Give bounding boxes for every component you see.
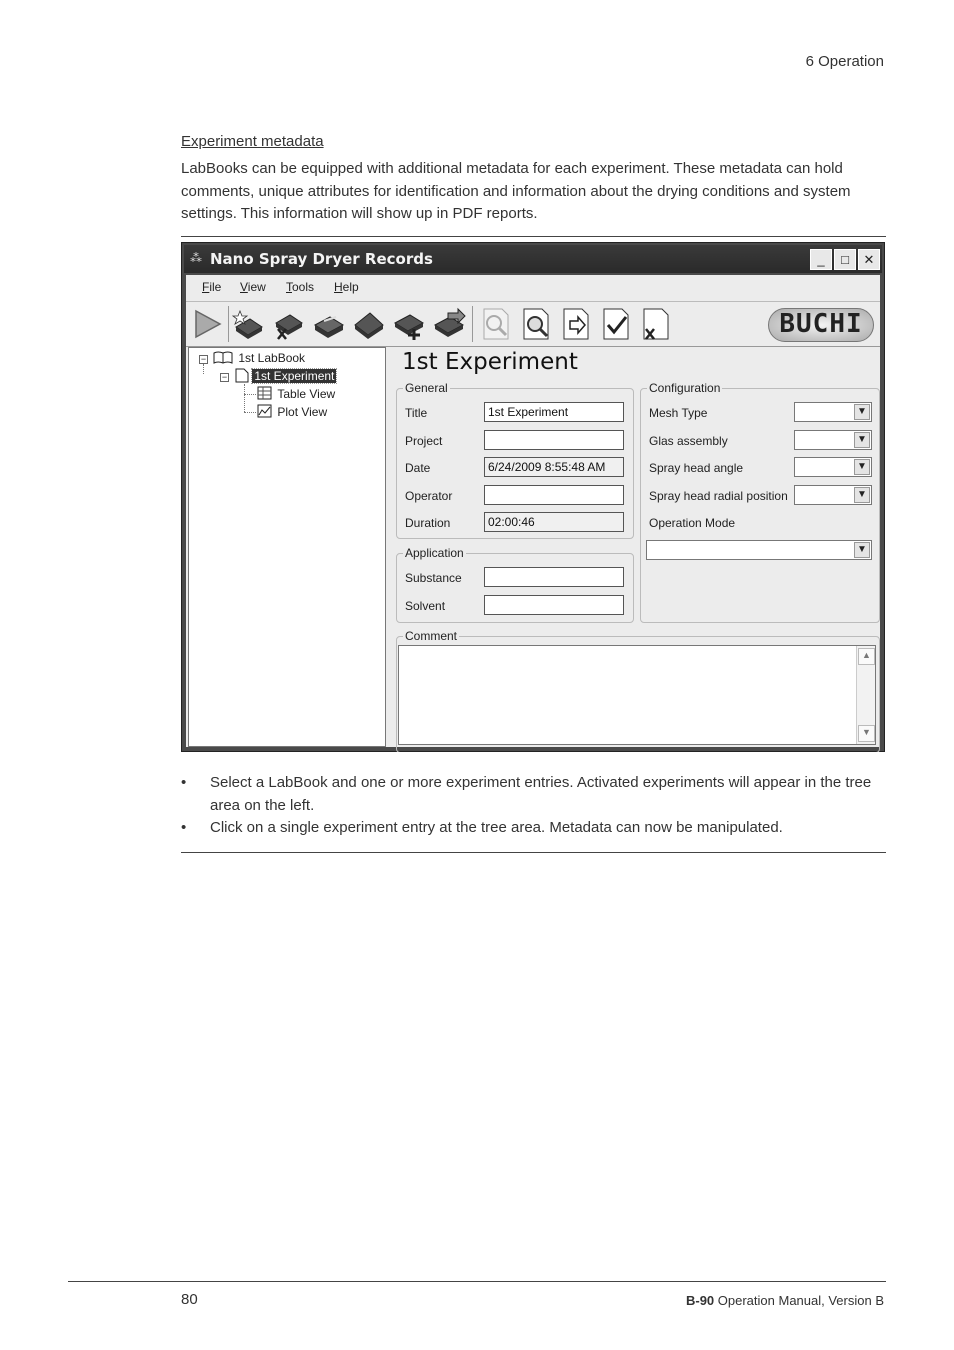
chart-icon [257, 404, 272, 418]
chevron-down-icon[interactable]: ▼ [854, 542, 870, 558]
bottom-divider [181, 852, 886, 853]
page-number: 80 [181, 1291, 198, 1308]
edit-labbook-icon[interactable] [312, 307, 346, 341]
tree-connector [244, 384, 245, 412]
app-icon: ⁂ [190, 251, 202, 265]
comment-textarea[interactable] [398, 645, 876, 745]
glas-assembly-label: Glas assembly [649, 434, 728, 448]
menu-view[interactable] [240, 280, 266, 294]
tree-node-labbook-label: 1st LabBook [238, 351, 306, 365]
tree-node-experiment[interactable] [235, 368, 336, 383]
open-book-icon [213, 351, 233, 364]
maximize-button[interactable]: □ [834, 249, 856, 270]
play-icon[interactable] [190, 307, 224, 341]
intro-paragraph: LabBooks can be equipped with additional metadata for each experiment. These metadata can hold comments, unique attributes for identification and information about the drying conditions and system settings. This information will show up in PDF reports. [181, 160, 851, 222]
logo-text: BUCHI [779, 309, 863, 339]
chevron-down-icon[interactable]: ▼ [854, 432, 870, 448]
toolbar-separator [228, 306, 229, 342]
tree-node-plot-view[interactable] [257, 404, 329, 419]
project-label: Project [405, 434, 443, 448]
menu-file-label: ile [209, 280, 222, 294]
top-divider [181, 236, 886, 237]
close-button[interactable]: ✕ [858, 249, 880, 270]
mesh-type-label: Mesh Type [649, 406, 708, 420]
manual-model: B-90 [685, 1293, 715, 1308]
minimize-button[interactable]: _ [810, 249, 832, 270]
close-labbook-icon[interactable] [352, 307, 386, 341]
table-icon [257, 386, 272, 400]
delete-labbook-icon[interactable] [272, 307, 306, 341]
buchi-logo [768, 308, 874, 342]
section-title: Experiment metadata [181, 133, 324, 150]
spray-head-angle-label: Spray head angle [649, 461, 744, 475]
menu-help-label: elp [342, 280, 359, 294]
title-input[interactable] [484, 402, 624, 422]
new-labbook-icon[interactable] [232, 307, 266, 341]
preview-icon[interactable] [520, 307, 554, 341]
list-item-text: Select a LabBook and one or more experiment entries. Activated experiments will appear in the tree area on the left. [210, 774, 872, 814]
bullet-mark: • [181, 819, 187, 836]
export-labbook-icon[interactable] [432, 307, 466, 341]
configuration-legend: Configuration [649, 381, 721, 395]
menu-view-label: iew [247, 280, 266, 294]
menu-help[interactable] [334, 280, 359, 294]
tree-node-experiment-label: 1st Experiment [254, 369, 335, 383]
toolbar-separator [472, 306, 473, 342]
scroll-down-icon[interactable]: ▼ [858, 725, 875, 742]
menu-tools-label: ools [292, 280, 315, 294]
tree-connector [244, 394, 256, 395]
add-labbook-icon[interactable] [392, 307, 426, 341]
check-icon[interactable] [600, 307, 634, 341]
operation-mode-select[interactable] [646, 540, 872, 560]
instructions-list [181, 772, 886, 840]
manual-reference [686, 1293, 884, 1308]
document-icon [235, 368, 249, 383]
tree-node-plot-view-label: Plot View [277, 405, 328, 419]
window-titlebar[interactable] [184, 245, 882, 273]
experiment-detail-panel [388, 347, 880, 747]
menu-view-accesskey: V [240, 280, 248, 294]
menu-tools[interactable] [286, 280, 314, 294]
collapse-toggle-experiment[interactable]: − [221, 372, 228, 382]
manual-title: Operation Manual, Version B [714, 1293, 884, 1308]
tree-connector [244, 412, 256, 413]
chevron-down-icon[interactable]: ▼ [854, 459, 870, 475]
scroll-up-icon[interactable]: ▲ [858, 648, 875, 665]
menu-tools-accesskey: T [286, 280, 292, 294]
app-window [181, 242, 885, 752]
substance-label: Substance [405, 571, 462, 585]
list-item [181, 817, 886, 840]
tree-node-labbook[interactable] [213, 351, 307, 365]
tree-connector [203, 364, 204, 374]
list-item-text: Click on a single experiment entry at the tree area. Metadata can now be manipulated. [210, 819, 783, 836]
date-field[interactable] [484, 457, 624, 477]
menu-help-accesskey: H [334, 280, 343, 294]
menu-file[interactable] [202, 280, 221, 294]
spray-head-radial-position-select[interactable] [794, 485, 872, 505]
menu-bar [186, 275, 880, 299]
operator-label: Operator [405, 489, 453, 503]
menu-file-accesskey: F [202, 280, 210, 294]
chevron-down-icon[interactable]: ▼ [854, 487, 870, 503]
mesh-type-select[interactable] [794, 402, 872, 422]
spray-head-angle-select[interactable] [794, 457, 872, 477]
footer-divider [68, 1281, 886, 1282]
window-client-area [186, 275, 880, 747]
title-label: Title [405, 406, 428, 420]
tree-node-table-view-label: Table View [277, 387, 336, 401]
operator-input[interactable] [484, 485, 624, 505]
bullet-mark: • [181, 774, 187, 791]
labbook-tree [188, 347, 386, 747]
comment-scrollbar[interactable] [856, 646, 875, 744]
chapter-header: 6 Operation [805, 53, 884, 70]
general-legend: General [405, 381, 448, 395]
solvent-label: Solvent [405, 599, 446, 613]
glas-assembly-select[interactable] [794, 430, 872, 450]
toolbar [186, 301, 880, 347]
application-legend: Application [405, 546, 464, 560]
export-icon[interactable] [560, 307, 594, 341]
operation-mode-label: Operation Mode [649, 516, 736, 530]
spray-head-radial-position-label: Spray head radial position [649, 489, 788, 503]
solvent-input[interactable] [484, 595, 624, 615]
experiment-heading: 1st Experiment [402, 349, 578, 375]
tree-node-table-view[interactable] [257, 386, 337, 401]
duration-field[interactable] [484, 512, 624, 532]
window-title: Nano Spray Dryer Records [210, 250, 433, 268]
duration-label: Duration [405, 516, 451, 530]
chevron-down-icon[interactable]: ▼ [854, 404, 870, 420]
comment-legend: Comment [405, 629, 458, 643]
remove-icon[interactable] [640, 307, 674, 341]
date-label: Date [405, 461, 431, 475]
search-icon[interactable] [480, 307, 514, 341]
collapse-toggle-labbook[interactable]: − [200, 354, 207, 364]
project-input[interactable] [484, 430, 624, 450]
window-bottom [181, 752, 886, 753]
list-item [181, 772, 886, 817]
substance-input[interactable] [484, 567, 624, 587]
